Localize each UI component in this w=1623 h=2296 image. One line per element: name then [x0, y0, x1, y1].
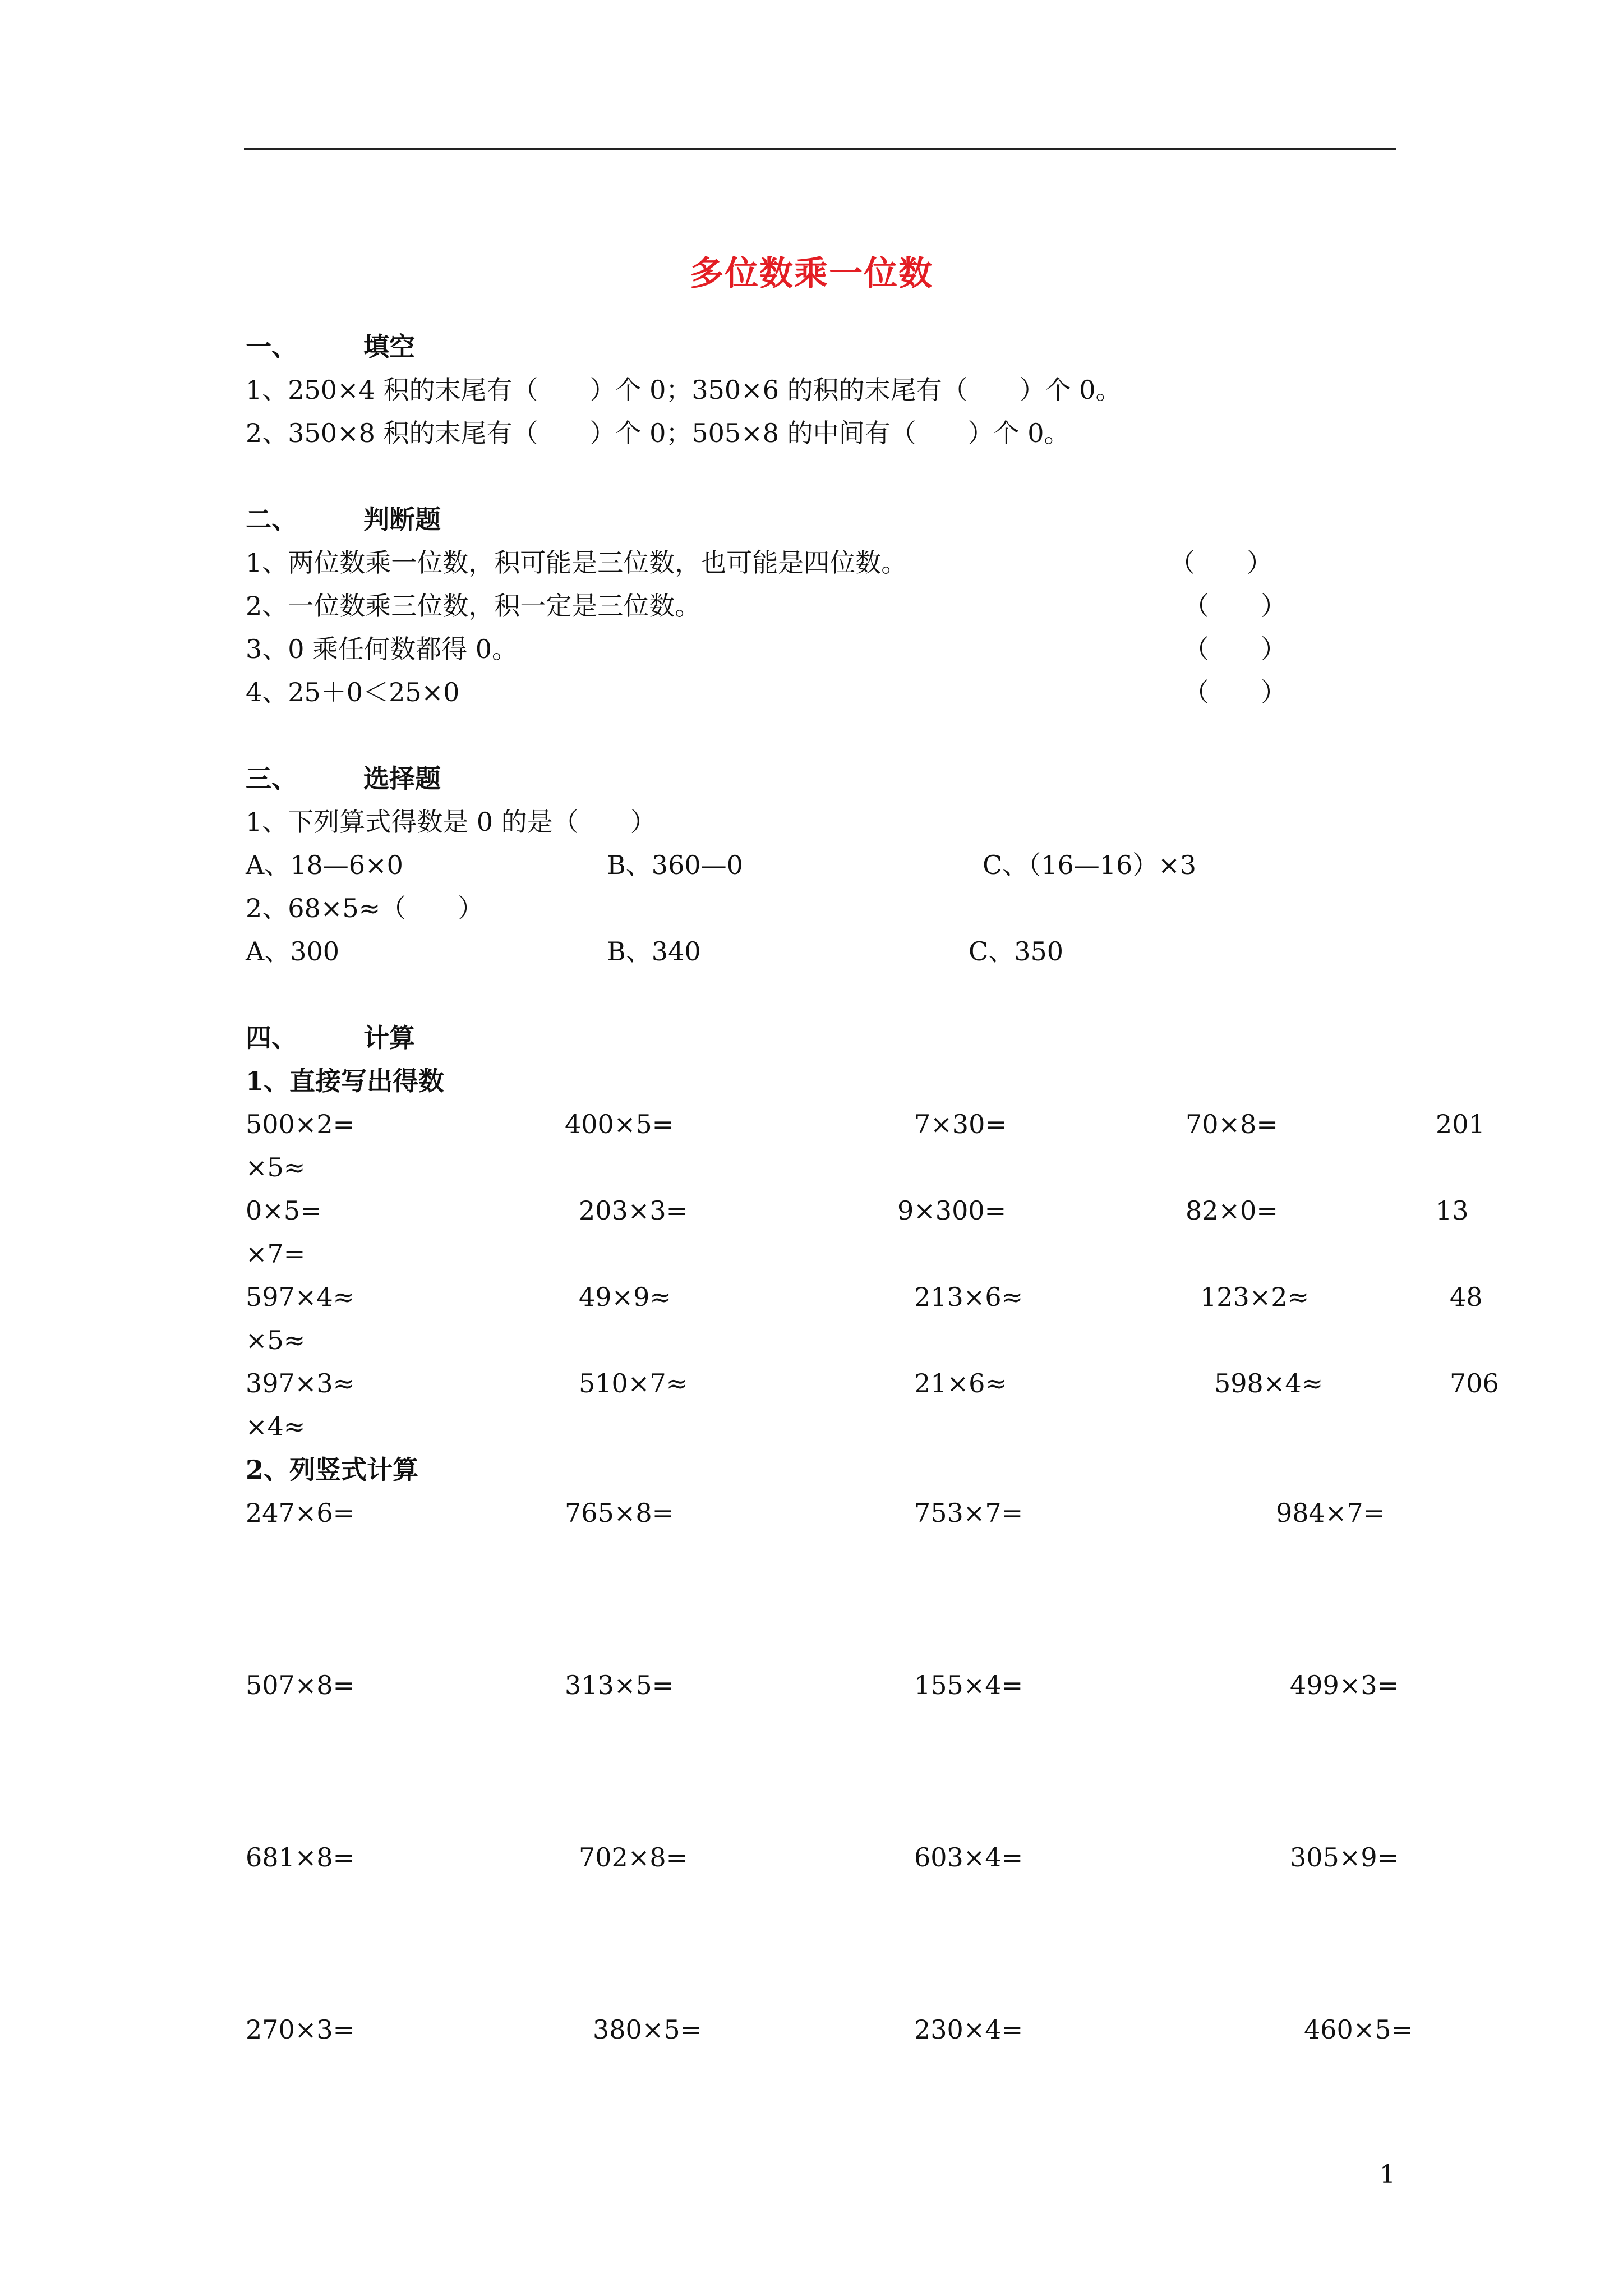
- section-1-number: 一、: [246, 332, 297, 362]
- direct-calc-cell: 21×6≈: [914, 1368, 1007, 1398]
- section-3-number: 三、: [246, 763, 297, 794]
- section-3-title: 选择题: [363, 763, 441, 794]
- vertical-calc-cell: 507×8=: [246, 1670, 355, 1700]
- direct-calc-cell: 7×30=: [914, 1109, 1007, 1139]
- vertical-calc-cell: 603×4=: [914, 1842, 1023, 1872]
- vertical-calc-cell: 681×8=: [246, 1842, 355, 1872]
- section-2-number: 二、: [246, 504, 297, 535]
- judge-answer-paren-2: （ ）: [1183, 591, 1287, 621]
- section-1-title: 填空: [363, 332, 415, 362]
- judge-item-3: 3、0 乘任何数都得 0。: [246, 634, 518, 664]
- direct-calc-cell: ×5≈: [246, 1325, 306, 1355]
- choice-q1-option-b: B、360—0: [607, 850, 743, 880]
- choice-question-1: 1、下列算式得数是 0 的是（ ）: [246, 807, 656, 837]
- vertical-calc-cell: 499×3=: [1290, 1670, 1399, 1700]
- direct-calc-cell: 70×8=: [1186, 1109, 1278, 1139]
- header-rule: [244, 148, 1396, 150]
- choice-question-2: 2、68×5≈（ ）: [246, 893, 484, 923]
- direct-calc-cell: ×4≈: [246, 1411, 306, 1442]
- direct-calc-cell: 706: [1450, 1368, 1499, 1398]
- vertical-calc-cell: 155×4=: [914, 1670, 1023, 1700]
- vertical-calc-cell: 984×7=: [1276, 1498, 1385, 1528]
- direct-calc-cell: 82×0=: [1186, 1195, 1278, 1226]
- judge-answer-paren-4: （ ）: [1183, 677, 1287, 707]
- fill-blank-question-2: 2、350×8 积的末尾有（ ）个 0；505×8 的中间有（ ）个 0。: [246, 418, 1070, 448]
- vertical-calc-cell: 247×6=: [246, 1498, 355, 1528]
- vertical-calc-cell: 313×5=: [565, 1670, 674, 1700]
- section-4-title: 计算: [363, 1023, 415, 1053]
- choice-q1-option-c: C、（16—16）×3: [983, 850, 1197, 880]
- judge-answer-paren-3: （ ）: [1183, 634, 1287, 664]
- judge-answer-paren-1: （ ）: [1169, 547, 1272, 578]
- choice-q2-option-a: A、300: [246, 936, 340, 967]
- choice-q1-option-a: A、18—6×0: [246, 850, 403, 880]
- vertical-calc-cell: 380×5=: [593, 2014, 702, 2045]
- vertical-calc-cell: 753×7=: [914, 1498, 1023, 1528]
- vertical-calc-cell: 702×8=: [579, 1842, 688, 1872]
- judge-item-2: 2、一位数乘三位数，积一定是三位数。: [246, 591, 701, 621]
- vertical-calc-cell: 305×9=: [1290, 1842, 1399, 1872]
- direct-calc-cell: 500×2=: [246, 1109, 355, 1139]
- calc-subheading-vertical: 2、列竖式计算: [246, 1455, 419, 1485]
- direct-calc-cell: 598×4≈: [1214, 1368, 1324, 1398]
- fill-blank-question-1: 1、250×4 积的末尾有（ ）个 0；350×6 的积的末尾有（ ）个 0。: [246, 375, 1122, 405]
- direct-calc-cell: 203×3=: [579, 1195, 688, 1226]
- direct-calc-cell: 0×5=: [246, 1195, 322, 1226]
- direct-calc-cell: 597×4≈: [246, 1282, 355, 1312]
- direct-calc-cell: 48: [1450, 1282, 1483, 1312]
- direct-calc-cell: 400×5=: [565, 1109, 674, 1139]
- vertical-calc-cell: 230×4=: [914, 2014, 1023, 2045]
- direct-calc-cell: 13: [1436, 1195, 1469, 1226]
- direct-calc-cell: 201: [1436, 1109, 1485, 1139]
- direct-calc-cell: 9×300=: [897, 1195, 1007, 1226]
- judge-item-1: 1、两位数乘一位数，积可能是三位数，也可能是四位数。: [246, 547, 907, 578]
- calc-subheading-direct: 1、直接写出得数: [246, 1066, 445, 1096]
- choice-q2-option-c: C、350: [969, 936, 1063, 967]
- section-4-number: 四、: [246, 1023, 297, 1053]
- section-2-title: 判断题: [363, 504, 441, 535]
- direct-calc-cell: 397×3≈: [246, 1368, 355, 1398]
- direct-calc-cell: 213×6≈: [914, 1282, 1023, 1312]
- page-number: 1: [1380, 2160, 1395, 2189]
- vertical-calc-cell: 460×5=: [1304, 2014, 1413, 2045]
- direct-calc-cell: 123×2≈: [1200, 1282, 1310, 1312]
- vertical-calc-cell: 765×8=: [565, 1498, 674, 1528]
- direct-calc-cell: 49×9≈: [579, 1282, 671, 1312]
- judge-item-4: 4、25＋0＜25×0: [246, 677, 460, 707]
- direct-calc-cell: ×5≈: [246, 1152, 306, 1182]
- vertical-calc-cell: 270×3=: [246, 2014, 355, 2045]
- choice-q2-option-b: B、340: [607, 936, 701, 967]
- page-title: 多位数乘一位数: [690, 254, 933, 293]
- direct-calc-cell: ×7=: [246, 1239, 306, 1269]
- direct-calc-cell: 510×7≈: [579, 1368, 688, 1398]
